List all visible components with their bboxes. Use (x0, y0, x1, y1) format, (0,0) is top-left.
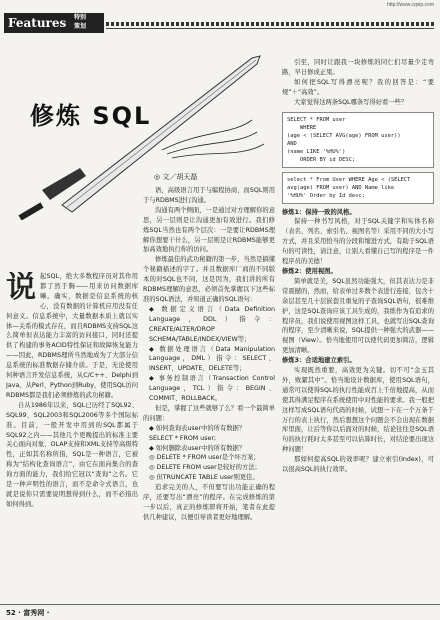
article-title: 修炼 SQL (30, 102, 152, 130)
section-label: 特别 策划 (74, 14, 87, 30)
code-block: SELECT * FROM user WHERE (age < (SELECT AVG(age) FROM user)) AND (name LIKE '%HU%') ORDER BY id DESC; (282, 112, 434, 168)
list-item: ◆ 事务控制语言（Transaction Control Language，TCL）指令：BEGIN、COMMIT、ROLLBACK。 (149, 375, 275, 403)
list-item: ◎ 但TRUNCATE TABLE user则更佳。 (149, 474, 259, 482)
sword-hilt (20, 205, 42, 218)
paragraph: 大家觉得这两条SQL哪条写得好看一些？ (294, 98, 408, 106)
column-2 (143, 186, 275, 596)
paragraph: 自从1986年以来，SQL已历经了SQL92、SQL99、SQL2003和SQL2006等多个国际标准。目前，一般开发中用到的SQL都属于SQL92之内——其他几个更晚提出的标准主要关心面向对象、OLAP支持和XML支持等高级特性，正如其名称所指，SQL是一种语言，它被称为“结构化查询语言”，由它在面向集合的查询方面的能力，我们给它冠以“查询”之名。它是一种声明性的语言，而不是命令式语言，也就是说你只需要说明想得到什么，而不必指出如何得到。 (6, 401, 138, 508)
header-dotted-rule (106, 22, 434, 26)
list-item: ◎ DELETE * FROM user是个坏方案； (149, 454, 260, 462)
code-block: select * From User WHERE Age < (SELECT avg(age) FROM user) AND Name like '%HU%' Order by Id desc; (282, 172, 434, 204)
paragraph: 引至，同时让跟我一块修炼的同仁们尽量少走弯路，早日修成正果。 (282, 59, 434, 76)
page-header (0, 12, 440, 34)
section-heading: 修炼3：合适地建立索引。 (282, 357, 356, 365)
header-rule (106, 28, 434, 29)
paragraph: 那如何提高SQL的效率呢？建立索引(Index)，可以很高SQL的执行效率。 (282, 456, 434, 474)
section-heading: 修炼1：保持一致的风格。 (282, 208, 356, 216)
section-heading: 修炼2：使用视图。 (282, 267, 337, 275)
paragraph: 简单就是美，SQL虽然功能强大，但其表达力是非常震撼的，然而，给表单过多数个表进行连接，包含十余层甚至几十层嵌套且重复的子查询SQL语句，很难维护，这是SQL查询应该工具生成的，我练作为有追求的程序员，我们说使用视图这样工具，也就写出SQL查询的程序，至少清晰来说，SQL提供一种强大的武器——视图（View）。恰当地使用可以使代码更加简洁，逻辑更加清晰。 (282, 277, 434, 355)
paragraph: 如何把SQL写得漂亮呢？我的回答是：“要规”＋“高效”。 (282, 78, 434, 96)
list-item: ◆ 如何删除表user中的所有数据？ (149, 444, 246, 452)
source-url: http://www.cqvip.com (387, 2, 434, 8)
paragraph: 追求完美的人，不但要写出功能正确的程序，还要写出“漂亮”的程序。在完成修炼的第一步以后，真正的修炼即将开始，笔者在此提供几种建议，以便引导读者更好地理解。 (143, 484, 275, 521)
paragraph: 起SQL，绝大多数程序员对其作用都了然于胸——用来访问数据库嘛。确实，数据是信息系统的核心，没有数据的计算机应用没有任何意义。信息系统中，大量数据本质上就以实体—关系的模式存在，而且RDBMS支持SQL这么简单但表达能力丰富的访问接口，同时还提供了构建的事务ACID特性保证和故障恢复能力——因此，RDBMS理所当然地成为了大部分信息系统的标准数据存储介质。于是，无论使用何种语言开发信息系统，从C/C++、Delphi到Java，从Perl、Python到Ruby，使用SQL访问RDBMS都是我们必须修炼的武功秘籍。 (6, 273, 138, 399)
column-1 (6, 272, 138, 594)
paragraph: 沟通有两个侧面，一是通过对方理解你的意思，另一层则是让沟通更加有效进行。我们修炼SQL当然也有两个层次：一是要让RDBMS理解你想要干什么，另一层则是让RDBMS能够更加高效地执行你的访问。 (143, 206, 275, 254)
paragraph: 保持一种书写风格，对于SQL关键字和实体名称（表名、列名、索引名、视图名等）采用不同的大小写方式，并且采用恰当的分段和缩进方式，有助于SQL语句的可读性，请注意，让别人看懂自己写的程序是一件程序员的美德！ (282, 218, 434, 266)
paragraph: 但是，掌握了这些就够了么？看一个最简单的问题： (143, 404, 275, 422)
paragraph: 语，高级语言用于与编程协商，而SQL则用于与RDBMS进行沟通。 (143, 187, 275, 204)
paragraph: 修炼最佳的武功秘籍的第一步，当然是搞懂个秘籍描述的字了。并且数据库厂商的不同版本的对SQL也不同，这是因为，我们讲的所有RDBMS理解的意思，必须首先掌握以下这些标准的SQL语法，并知道正确的SQL语句： (143, 256, 275, 303)
column-3 (282, 58, 434, 598)
dropcap: 说 (6, 272, 36, 305)
list-item: ◆ 数据定义语言（Data Definition Language，DDL）指令：CREATE/ALTER/DROP SCHEMA/TABLE/INDEX/VIEW等； (149, 305, 275, 343)
page-footer (0, 604, 440, 620)
list-item: ◎ DELETE FROM user是较好的方法； (149, 464, 261, 472)
list-item: SELECT * FROM user; (149, 434, 217, 442)
list-item: ◆ 数据处理语言（Data Manipulation Language，DML）指令：SELECT、INSERT、UPDATE、DELETE等； (149, 345, 275, 373)
features-logo: Features (4, 13, 104, 33)
paragraph: 实现既然重要，高效更为关键。切不可“金玉其外，败絮其中”。恰当地设计数据库，使用SQL语句，通常可以使得SQL的执行性能成百上千倍地提高，从而使其得满足程序在系统使用中对性能的要求。我一般把这样写成SQL语句代码的时候，试想一下在一个万条千万行的表上执行，然后想想这个问题会不会出现在数据库里面，让后等你以后面对的时候，结论往往是SQL语句的执行耗时太多甚至可以估算时长，对结论要出现这种问题！ (282, 367, 434, 454)
page-number: 52 · 富秀网 · (6, 609, 50, 617)
list-item: ◆ 如何查询表user中的所有数据？ (149, 424, 246, 432)
article-byline: ◎ 文／胡天磊 (154, 173, 198, 181)
